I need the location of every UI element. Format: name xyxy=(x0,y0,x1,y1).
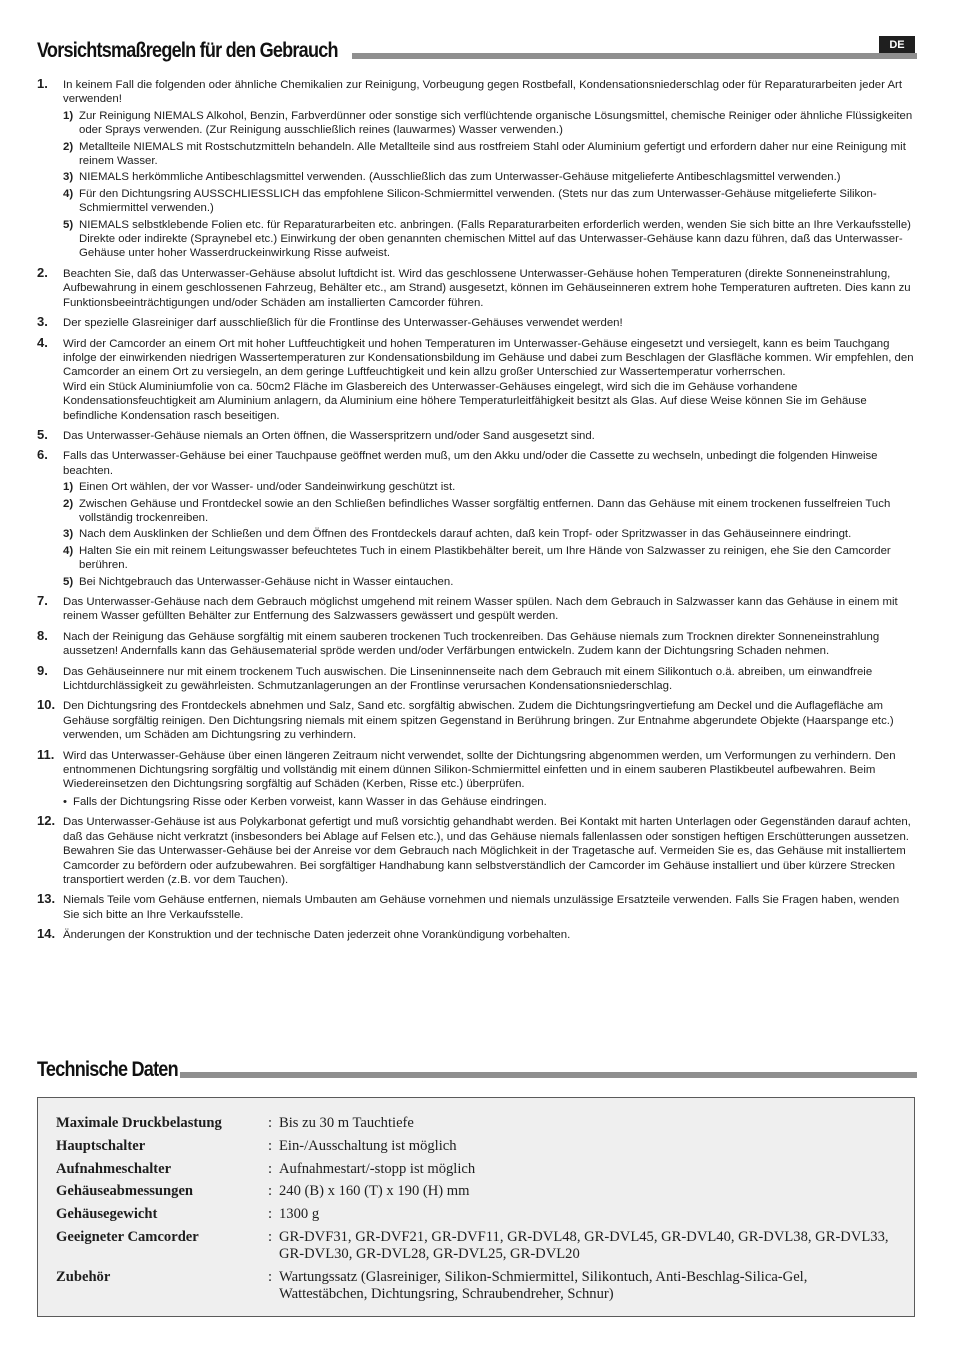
sub-item-text: NIEMALS herkömmliche Antibeschlagsmittel verwenden. (Ausschließlich das zum Unterwasser-Gehäuse mitgelieferte Antibeschlagsmittel verwenden.) xyxy=(79,171,841,184)
spec-label: Aufnahmeschalter xyxy=(56,1161,172,1177)
precaution-item xyxy=(37,928,917,942)
precautions-title: Vorsichtsmaßregeln für den Gebrauch xyxy=(37,39,338,62)
item-text: Änderungen der Konstruktion und der technische Daten jederzeit ohne Vorankündigung vorbehalten. xyxy=(63,929,571,942)
specs-title: Technische Daten xyxy=(37,1058,178,1081)
spec-label: Gehäuseabmessungen xyxy=(56,1183,194,1199)
spec-label: Zubehör xyxy=(56,1269,111,1285)
sub-item-text: Metallteile NIEMALS mit Rostschutzmitteln behandeln. Alle Metallteile sind aus rostfreiem Stahl oder Aluminium gefertigt und erfordern daher nur eine Reinigung mit reinem Wasser. xyxy=(79,140,906,168)
precaution-item xyxy=(37,449,917,589)
sub-item xyxy=(63,109,917,138)
item-text: Falls das Unterwasser-Gehäuse bei einer Tauchpause geöffnet werden muß, um den Akku und/oder die Cassette zu wechseln, unbedingt die folgenden Hinweise beachten. xyxy=(63,450,878,477)
item-text-continued: Wird ein Stück Aluminiumfolie von ca. 50cm2 Fläche im Glasbereich des Unterwasser-Gehäuses eingelegt, wird sich die im Gehäuse vorhandene Kondensationsfeuchtigkeit am Aluminium anlagern, da Aluminium eine höhere Temperaturleitfähigkeit besitzt als Glas. Auf diese Weise können Sie im Gehäuse befindliche Kondensation rasch beseitigen. xyxy=(63,380,867,422)
item-number: 9. xyxy=(37,662,48,678)
sub-item-number: 2) xyxy=(63,497,74,510)
sub-item-text: Bei Nichtgebrauch das Unterwasser-Gehäuse nicht in Wasser eintauchen. xyxy=(79,575,454,588)
sub-item xyxy=(63,527,917,541)
sub-item-text: NIEMALS selbstklebende Folien etc. für Reparaturarbeiten etc. anbringen. (Falls Reparaturarbeiten erforderlich werden, wenden Sie sich bitte an Ihre Verkaufsstelle) Direkte oder indirekte (Spraynebel etc.) Einwirkung der oben genannten chemischen Mittel auf das Unterwasser-Gehäuse kann dazu führen, daß das Unterwasser-Gehäuse unter hoher Wasserdruckeinwirkung Risse aufweist. xyxy=(79,218,911,260)
item-number: 12. xyxy=(37,813,56,829)
precaution-item xyxy=(37,316,917,330)
sub-item-number: 3) xyxy=(63,171,74,184)
precaution-item xyxy=(37,627,917,659)
sub-item-text: Zur Reinigung NIEMALS Alkohol, Benzin, Farbverdünner oder sonstige sich verflüchtende organische Lösungsmittel, chemische Reiniger oder ähnliche Flüssigkeiten oder Sprays verwenden. (Zur Reinigung ausschließlich reines (lauwarmes) Wasser verwenden.) xyxy=(79,109,913,137)
item-text: Wird der Camcorder an einem Ort mit hoher Luftfeuchtigkeit und hohen Temperaturen im Unterwasser-Gehäuse eingesetzt und versiegelt, kann es beim Tauchgang infolge der einwirkenden niedrigen Wassertemperaturen zur Kondensationsbildung im Gehäuse und dabei zum Beschlagen der Glasfläche kommen. Wir empfehlen, den Camcorder an einem Ort zu versiegeln, an dem geringe Luftfeuchtigkeit und kein allzu großer Unterschied zur Wassertemperatur vorherrschen. xyxy=(63,337,914,379)
item-number: 5. xyxy=(37,426,48,442)
spec-colon: : xyxy=(268,1161,273,1177)
sub-item xyxy=(63,218,917,261)
spec-colon: : xyxy=(268,1269,273,1285)
precaution-item xyxy=(37,893,917,922)
bullet-icon: • xyxy=(63,795,67,808)
spec-label: Maximale Druckbelastung xyxy=(56,1115,222,1131)
sub-item-text: Einen Ort wählen, der vor Wasser- und/oder Sandeinwirkung geschützt ist. xyxy=(79,481,456,494)
item-text: Niemals Teile vom Gehäuse entfernen, niemals Umbauten am Gehäuse vornehmen und niemals unzulässige Ersatzteile verwenden. Falls Sie Fragen haben, wenden Sie sich bitte an Ihre Verkaufsstelle. xyxy=(63,894,900,921)
sub-item xyxy=(63,497,917,526)
sub-item-number: 1) xyxy=(63,481,74,494)
spec-value: Bis zu 30 m Tauchtiefe xyxy=(279,1115,414,1131)
item-number: 11. xyxy=(37,746,55,762)
precautions-list xyxy=(37,78,917,949)
sub-item xyxy=(63,480,917,494)
item-number: 14. xyxy=(37,926,56,942)
sub-item xyxy=(63,575,917,589)
sub-item xyxy=(63,187,917,216)
sub-item-text: Halten Sie ein mit reinem Leitungswasser befeuchtetes Tuch in einem Plastikbehälter bereit, um Ihre Hände von Salzwasser zu reinigen, ehe Sie den Camcorder berühren. xyxy=(79,544,891,572)
precaution-item xyxy=(37,78,917,261)
spec-colon: : xyxy=(268,1115,273,1131)
item-number: 2. xyxy=(37,264,48,280)
item-number: 8. xyxy=(37,627,48,643)
item-text: Das Gehäuseinnere nur mit einem trockenem Tuch auswischen. Die Linseninnenseite nach dem Gebrauch mit einem Silikontuch o.ä. abreiben, um einwandfreie Lichtdurchlässigkeit zu gewährleisten. Schmutzanlagerungen an der Frontlinse verursachen Kondensationsniederschlag. xyxy=(63,665,873,693)
sub-item-number: 1) xyxy=(63,109,74,122)
precaution-item xyxy=(37,264,917,310)
bullet-text: Falls der Dichtungsring Risse oder Kerben vorweist, kann Wasser in das Gehäuse eindringen. xyxy=(73,795,547,808)
item-text: In keinem Fall die folgenden oder ähnliche Chemikalien zur Reinigung, Vorbeugung gegen Rostbefall, Kondensationsniederschlag oder für Reparaturarbeiten jeder Art verwenden! xyxy=(63,79,903,106)
item-text: Beachten Sie, daß das Unterwasser-Gehäuse absolut luftdicht ist. Wird das geschlossene Unterwasser-Gehäuse hohen Temperaturen (direkte Sonneneinstrahlung, Aufbewahrung in einem geschlossenen Fahrzeug, Behälter etc., am Strand) ausgesetzt, können im Gehäuseinneren extrem hohe Temperaturen auftreten. Dies kann zu Funktionsbeeinträchtigungen und/oder Schäden am installierten Camcorder führen. xyxy=(63,267,911,309)
precaution-item xyxy=(37,746,917,810)
heading-rule xyxy=(352,53,917,59)
item-number: 1. xyxy=(37,76,48,91)
spec-colon: : xyxy=(268,1229,273,1245)
spec-value: 1300 g xyxy=(279,1206,320,1222)
sub-item-number: 2) xyxy=(63,140,74,153)
precaution-item xyxy=(37,334,917,423)
item-number: 10. xyxy=(37,697,56,713)
sub-item xyxy=(63,544,917,573)
specs-table xyxy=(37,1097,915,1317)
sub-item xyxy=(63,170,917,184)
sub-item-text: Zwischen Gehäuse und Frontdeckel sowie an den Schließen befindliches Wasser sorgfältig entfernen. Dann das Gehäuse mit einem trockenen fusselfreien Tuch vollständig trockenreiben. xyxy=(79,497,891,524)
sub-item-number: 5) xyxy=(63,575,74,588)
spec-label: Gehäusegewicht xyxy=(56,1206,158,1222)
sub-item-text: Für den Dichtungsring AUSSCHLIESSLICH das empfohlene Silicon-Schmiermittel verwenden. (Stets nur das zum Unterwasser-Gehäuse mitgelieferte Silikon-Schmiermittel verwenden.) xyxy=(79,187,877,215)
item-text: Den Dichtungsring des Frontdeckels abnehmen und Salz, Sand etc. sorgfältig abwischen. Zudem die Dichtungsringvertiefung am Deckel und die Auflagefläche am Gehäuse sorgfältig reinigen. Den Dichtungsring niemals mit einem spitzen Gegenstand in Berührung bringen. Zur Entnahme abgerundete Objekte (Haarspange etc.) verwenden, um Schäden am Dichtungsring zu verhindern. xyxy=(63,700,894,742)
spec-colon: : xyxy=(268,1138,273,1154)
precaution-item xyxy=(37,595,917,624)
item-text: Wird das Unterwasser-Gehäuse über einen längeren Zeitraum nicht verwendet, sollte der Dichtungsring abgenommen werden, um Verformungen zu verhindern. Den entnommenen Dichtungsring sorgfältig und vollständig mit einem dünnen Silikon-Schmiermittel einfetten und in einem sauberen Plastikbeutel aufbewahren. Beim Wiedereinsetzen den Dichtungsring sorgfältig auf Schäden (Kerben, Risse etc.) überprüfen. xyxy=(63,749,896,791)
precaution-item xyxy=(37,426,917,443)
spec-label: Hauptschalter xyxy=(56,1138,146,1154)
spec-colon: : xyxy=(268,1183,273,1199)
item-number: 6. xyxy=(37,447,48,463)
language-badge: DE xyxy=(879,36,915,54)
item-text: Das Unterwasser-Gehäuse nach dem Gebrauch möglichst umgehend mit reinem Wasser spülen. Nach dem Gebrauch in Salzwasser kann das Gehäuse in einem mit reinem Wasser gefüllten Behälter zur Entfernung des Salzwassers gewässert und gespült werden. xyxy=(63,596,898,623)
precaution-item xyxy=(37,699,917,742)
sub-item xyxy=(63,140,917,169)
sub-item-number: 4) xyxy=(63,187,74,200)
item-number: 13. xyxy=(37,891,56,907)
precaution-item xyxy=(37,815,917,887)
sub-item-number: 3) xyxy=(63,528,74,541)
item-text: Nach der Reinigung das Gehäuse sorgfältig mit einem sauberen trockenen Tuch trockenreiben. Das Gehäuse niemals zum Trocknen direkter Sonneneinstrahlung aussetzen! Andernfalls kann das Gehäusematerial spröde werden und/oder Verfärbungen entwickeln. Zudem kann der Dichtungsring Schaden nehmen. xyxy=(63,630,880,658)
spec-value: Aufnahmestart/-stopp ist möglich xyxy=(279,1161,476,1177)
spec-value: Ein-/Ausschaltung ist möglich xyxy=(279,1138,457,1154)
item-number: 7. xyxy=(37,593,48,608)
heading-rule xyxy=(180,1072,917,1078)
item-text: Das Unterwasser-Gehäuse ist aus Polykarbonat gefertigt und muß vorsichtig gehandhabt werden. Bei Kontakt mit harten Unterlagen oder Gegenständen darauf achten, daß das Gehäuse nicht verkratzt (insbesonders bei Ablage auf Felsen etc.), und das Gehäuse niemals fallenlassen oder sonstigen heftigen Erschütterungen aussetzen. Bewahren Sie das Unterwasser-Gehäuse bei der Anreise vor dem Gebrauch nach Möglichkeit in der Tragetasche auf. Vermeiden Sie es, das Gehäuse mit installiertem Camcorder zu befördern oder aufzubewahren. Bei sorgfältiger Handhabung kann selbstverständlich der Camcorder im Gehäuse installiert und über kürzere Strecken transportiert werden (z.B. vor dem Tauchen). xyxy=(63,816,911,886)
precautions-heading xyxy=(37,40,917,62)
item-number: 3. xyxy=(37,314,48,330)
spec-value: 240 (B) x 160 (T) x 190 (H) mm xyxy=(279,1183,470,1199)
sub-item-number: 5) xyxy=(63,218,74,231)
specs-heading xyxy=(37,1059,917,1081)
item-number: 4. xyxy=(37,334,48,350)
item-text: Der spezielle Glasreiniger darf ausschließlich für die Frontlinse des Unterwasser-Gehäuses verwendet werden! xyxy=(63,317,623,330)
spec-value: Wartungssatz (Glasreiniger, Silikon-Schmiermittel, Silikontuch, Anti-Beschlag-Silica-Gel, Wattestäbchen, Dichtungsring, Schraubendreher, Schnur) xyxy=(279,1269,808,1302)
spec-colon: : xyxy=(268,1206,273,1222)
note-bullet xyxy=(63,795,917,809)
precaution-item xyxy=(37,662,917,694)
sub-item-text: Nach dem Ausklinken der Schließen und dem Öffnen des Frontdeckels darauf achten, daß kein Tropf- oder Spritzwasser in das Gehäuseinnere eindringt. xyxy=(79,528,852,541)
spec-value: GR-DVF31, GR-DVF21, GR-DVF11, GR-DVL48, GR-DVL45, GR-DVL40, GR-DVL38, GR-DVL33, GR-DVL30, GR-DVL28, GR-DVL25, GR-DVL20 xyxy=(279,1229,889,1262)
spec-label: Geeigneter Camcorder xyxy=(56,1229,199,1245)
sub-item-number: 4) xyxy=(63,544,74,557)
item-text: Das Unterwasser-Gehäuse niemals an Orten öffnen, die Wasserspritzern und/oder Sand ausgesetzt sind. xyxy=(63,429,595,442)
